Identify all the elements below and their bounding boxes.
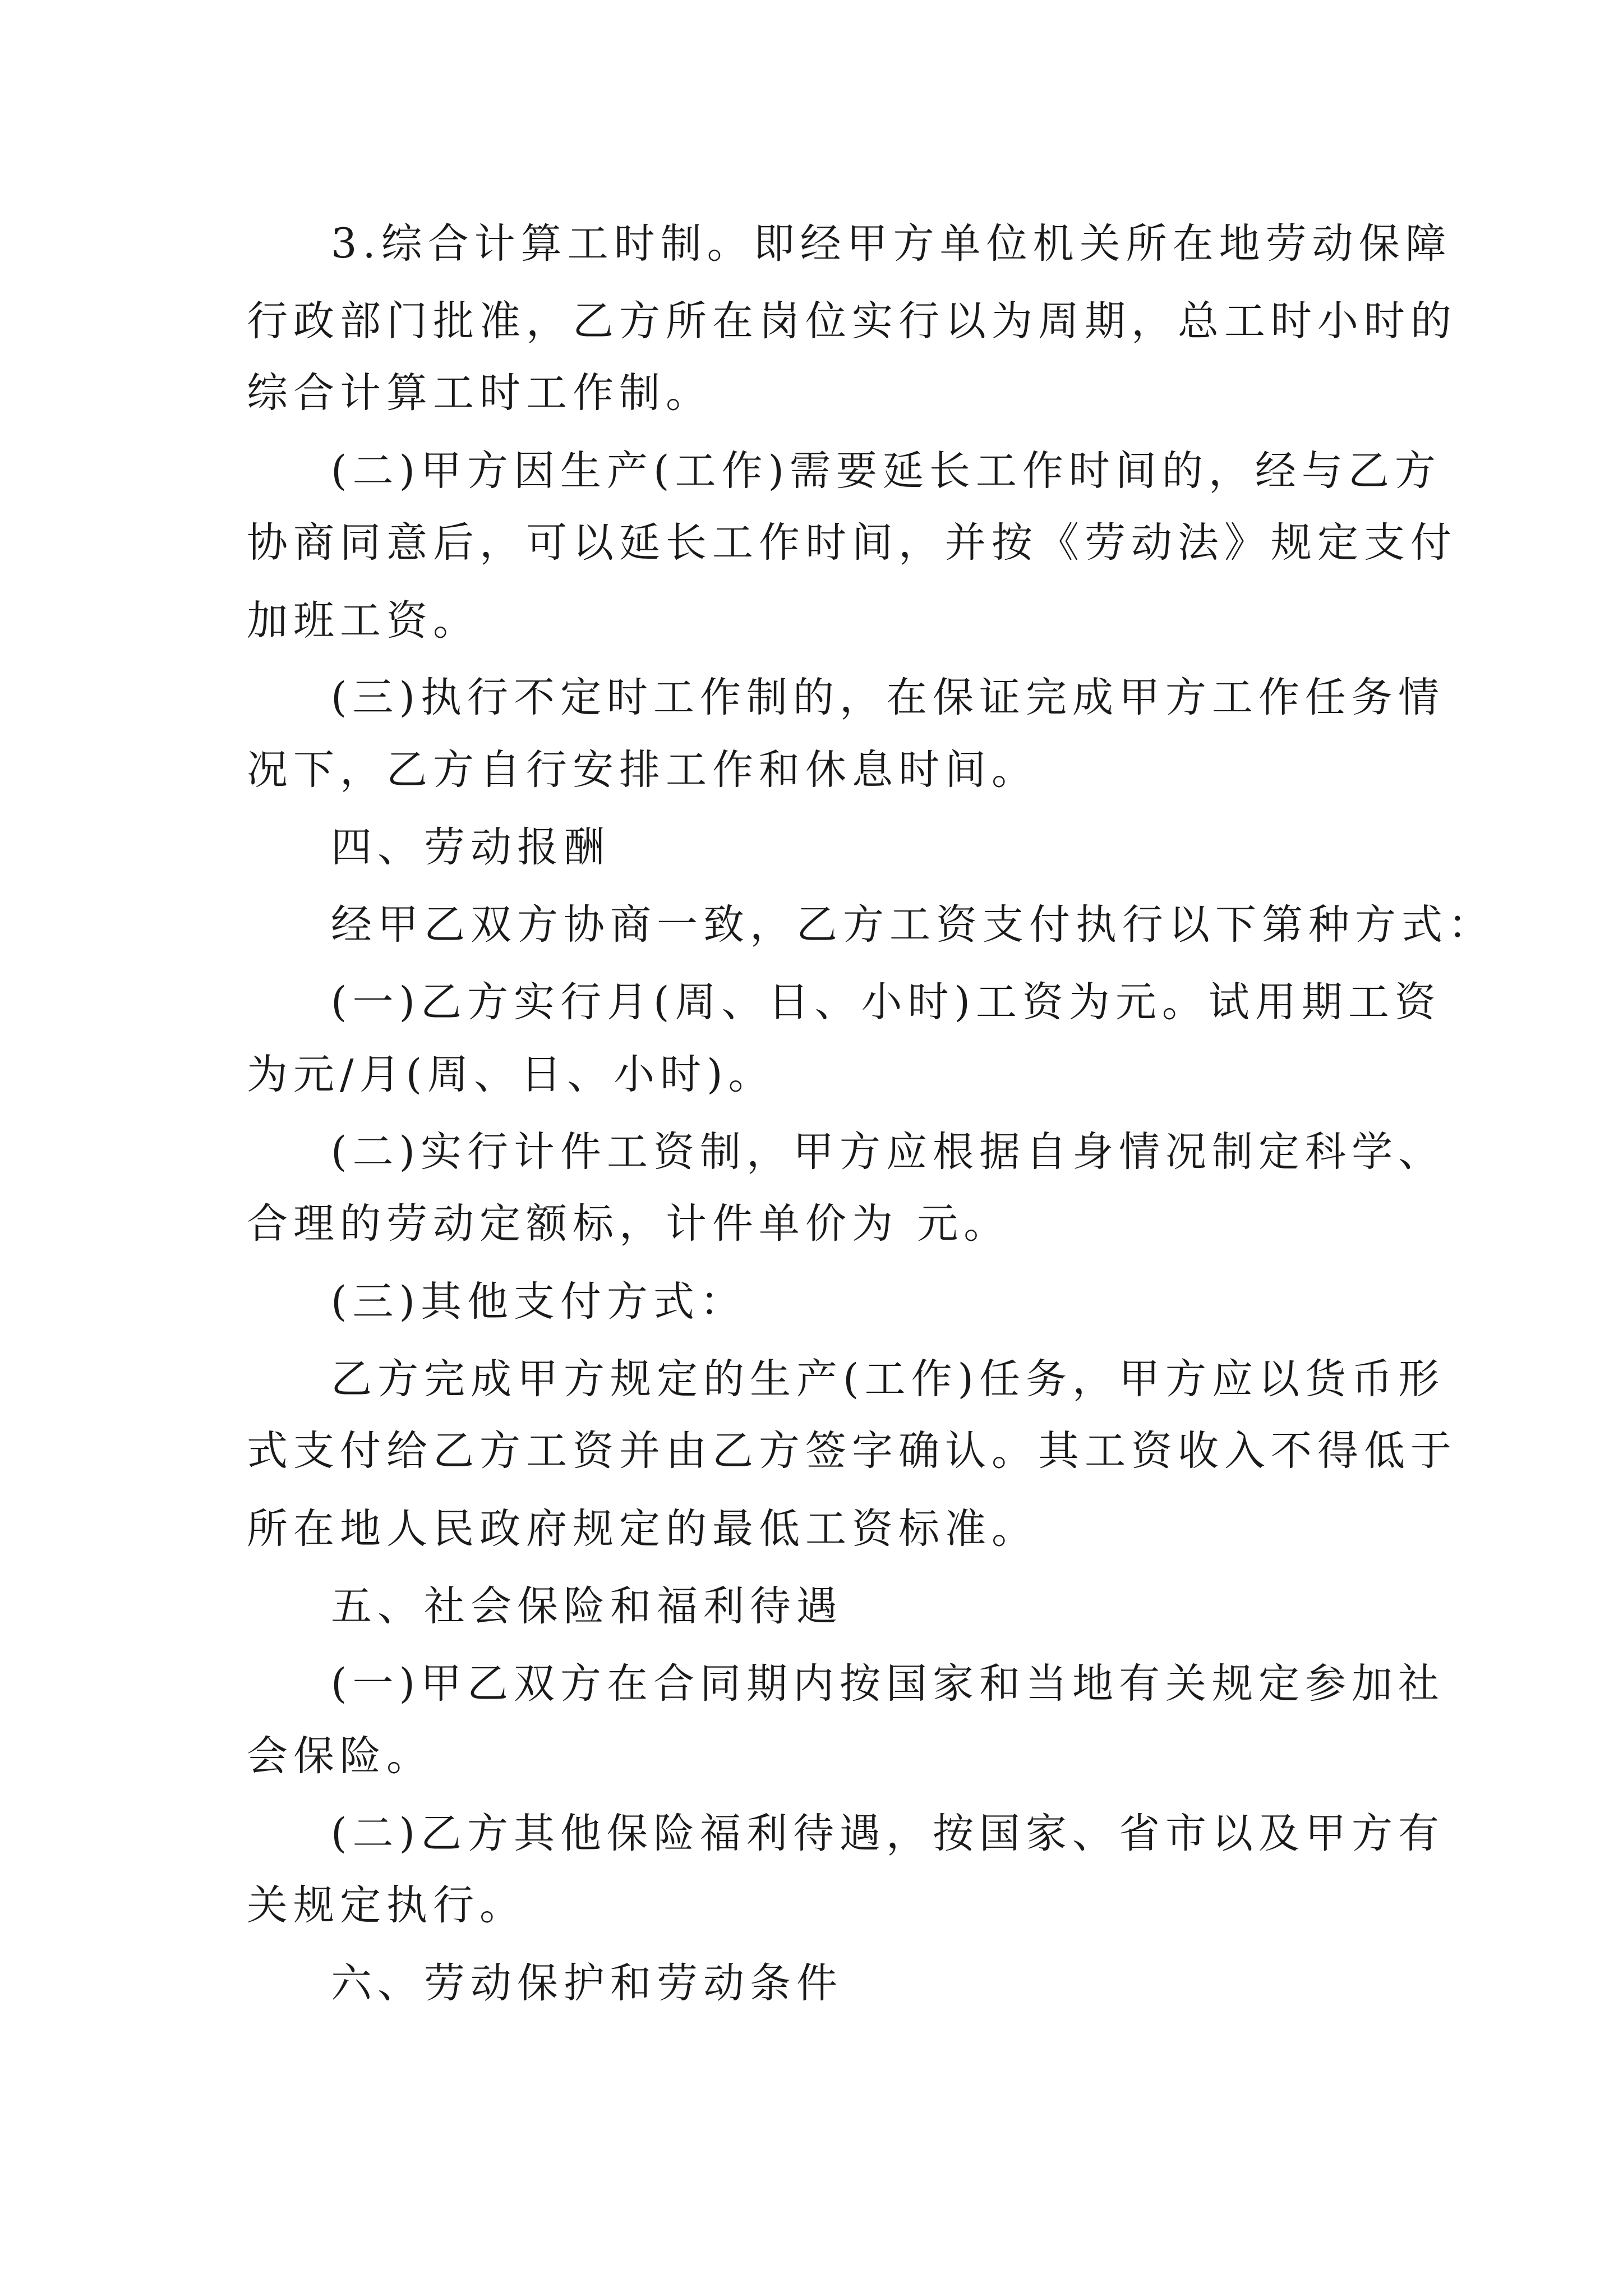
text-line: (二)乙方其他保险福利待遇，按国家、省市以及甲方有 — [331, 1810, 1445, 1857]
text-line: 协商同意后，可以延长工作时间，并按《劳动法》规定支付 — [247, 519, 1457, 567]
text-line: 况下，乙方自行安排工作和休息时间。 — [247, 746, 1038, 794]
text-line: (一)甲乙双方在合同期内按国家和当地有关规定参加社 — [331, 1660, 1445, 1708]
text-line: 综合计算工时工作制。 — [247, 369, 712, 417]
text-line: 关规定执行。 — [247, 1881, 526, 1929]
text-line: (三)其他支付方式： — [331, 1278, 746, 1326]
text-line: (二)实行计件工资制，甲方应根据自身情况制定科学、 — [331, 1128, 1445, 1176]
section-heading: 四、劳动报酬 — [331, 823, 610, 871]
section-heading: 五、社会保险和福利待遇 — [331, 1582, 843, 1630]
text-line: 式支付给乙方工资并由乙方签字确认。其工资收入不得低于 — [247, 1427, 1457, 1475]
text-line: 3.综合计算工时制。即经甲方单位机关所在地劳动保障 — [331, 220, 1452, 268]
text-line: (二)甲方因生产(工作)需要延长工作时间的，经与乙方 — [331, 447, 1441, 495]
text-line: 会保险。 — [247, 1732, 433, 1780]
text-line: 加班工资。 — [247, 597, 479, 645]
section-heading: 六、劳动保护和劳动条件 — [331, 1959, 843, 2007]
text-line: (三)执行不定时工作制的，在保证完成甲方工作任务情 — [331, 674, 1445, 721]
text-line: 行政部门批准，乙方所在岗位实行以为周期，总工时小时的 — [247, 297, 1457, 345]
text-line: 合理的劳动定额标，计件单价为 元。 — [247, 1200, 1011, 1248]
text-line: 经甲乙双方协商一致，乙方工资支付执行以下第种方式： — [331, 901, 1495, 949]
text-line: (一)乙方实行月(周、日、小时)工资为元。试用期工资 — [331, 978, 1441, 1026]
text-line: 为元/月(周、日、小时)。 — [247, 1051, 775, 1098]
text-line: 所在地人民政府规定的最低工资标准。 — [247, 1505, 1038, 1553]
text-line: 乙方完成甲方规定的生产(工作)任务，甲方应以货币形 — [331, 1355, 1445, 1403]
